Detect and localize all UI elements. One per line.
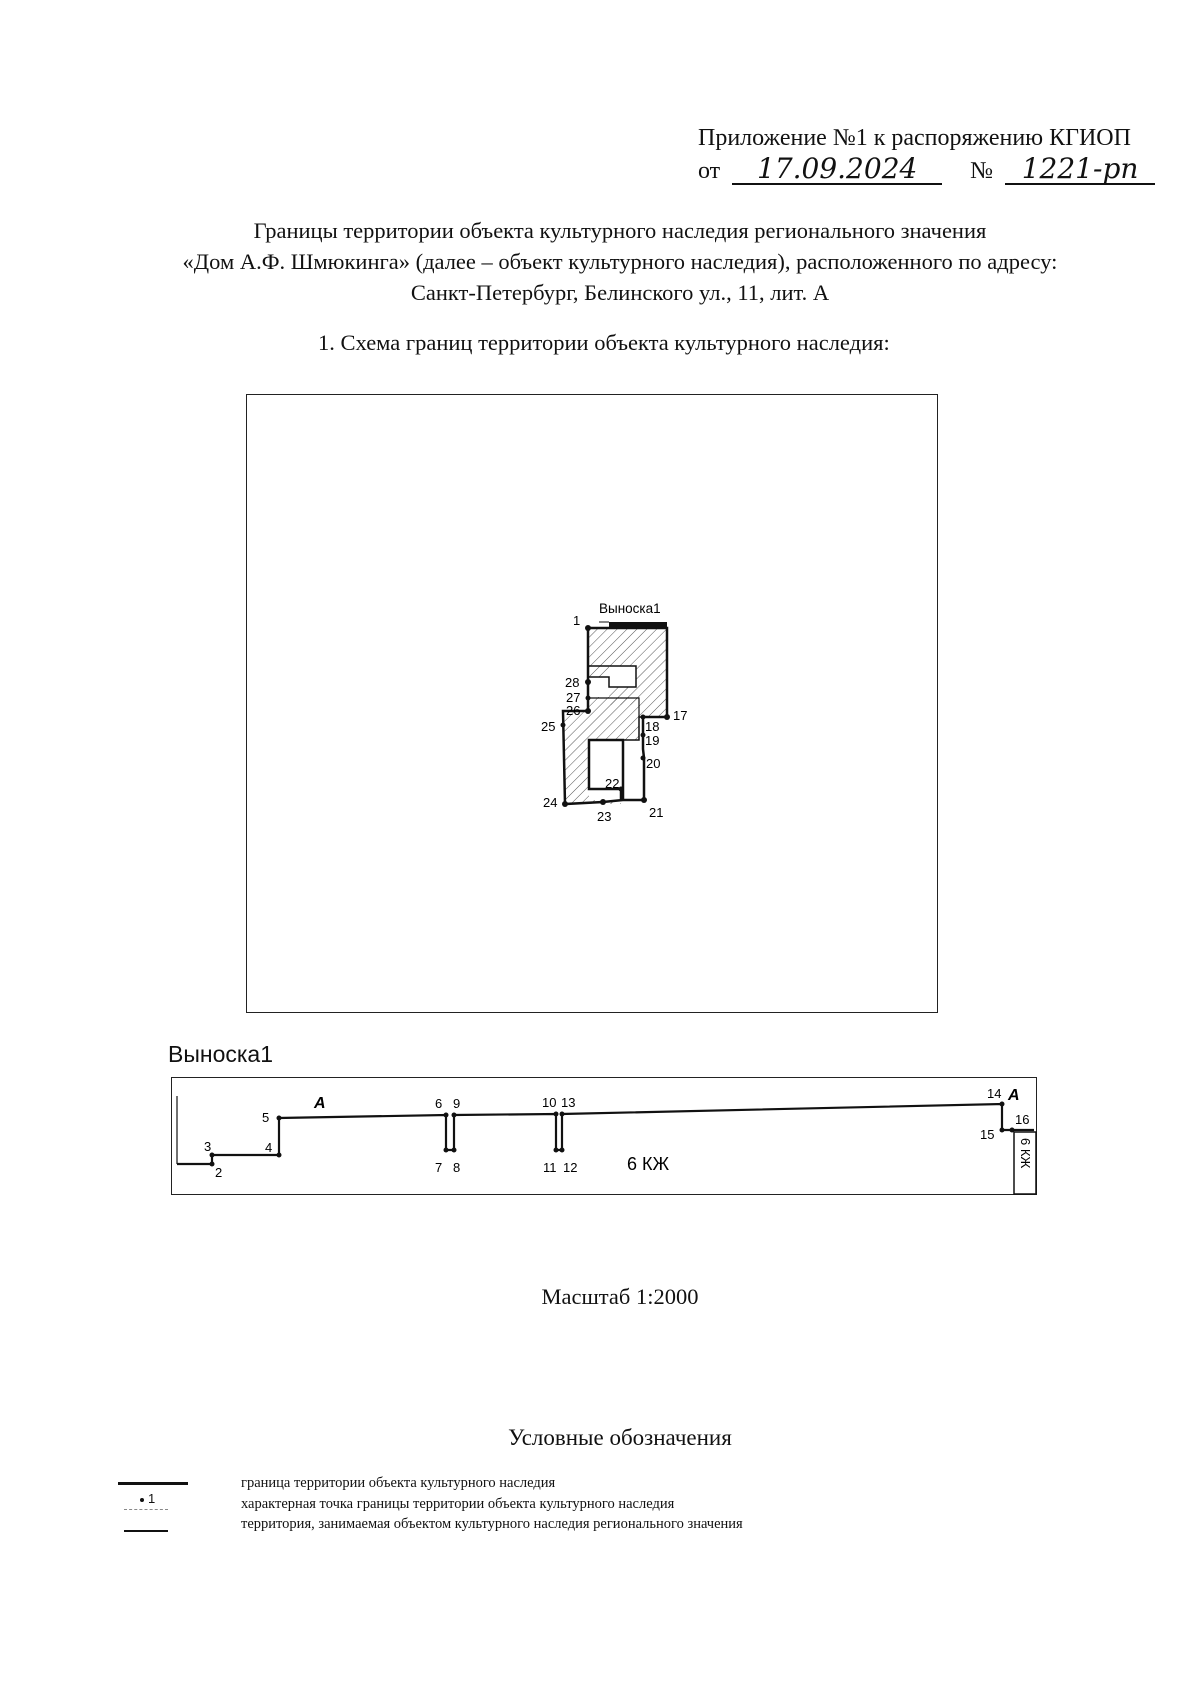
boundary-scheme-map [246,394,938,1013]
title-line-1: Границы территории объекта культурного наследия регионального значения [253,218,987,243]
legend-item-boundary: граница территории объекта культурного наследия [241,1475,556,1491]
building-label: 6 КЖ [627,1154,670,1174]
order-date-number [698,152,1155,185]
title-line-3: Санкт-Петербург, Белинского ул., 11, лит. А [410,280,830,305]
mark-a-left: А [314,1095,326,1112]
legend-line-symbol [118,1482,188,1485]
point-label-22: 22 [605,776,620,791]
callout-label-12: 12 [563,1160,578,1175]
legend-hatch-symbol [124,1530,168,1532]
scale-label: Масштаб 1:2000 [541,1284,699,1309]
scheme-map-svg [247,395,939,1014]
callout-label-10: 10 [542,1095,557,1110]
point-label-24: 24 [543,795,558,810]
section-heading: 1. Схема границ территории объекта культурного наследия: [318,330,890,355]
callout-label-14: 14 [987,1086,1002,1101]
legend-item-point: характерная точка границы территории объекта культурного наследия [241,1496,675,1512]
legend-title: Условные обозначения [508,1425,732,1450]
callout-svg [172,1078,1038,1196]
document-title [0,215,1200,308]
callout-label-15: 15 [980,1127,995,1142]
order-date: 17.09.2024 [732,155,942,185]
point-label-1: 1 [573,613,581,628]
callout-label-9: 9 [453,1096,461,1111]
point-label-21: 21 [649,805,664,820]
legend-hatch-line-top [124,1509,168,1510]
order-number: 1221-рп [1005,155,1155,185]
legend-point-symbol [140,1491,155,1506]
title-line-2: «Дом А.Ф. Шмюкинга» (далее – объект культурного наследия), расположенного по адресу: [182,249,1058,274]
point-label-28: 28 [565,675,580,690]
point-label-19: 19 [645,733,660,748]
building-label-vertical: 6 КЖ [1018,1138,1033,1169]
mark-a-right: А [1008,1087,1020,1104]
callout-label-16: 16 [1015,1112,1030,1127]
callout-title: Выноска1 [168,1041,274,1067]
callout-point-labels [204,1086,1029,1180]
point-label-27: 27 [566,690,581,705]
appendix-reference: Приложение №1 к распоряжению КГИОП [698,125,1131,151]
callout-label: Выноска1 [599,601,661,616]
point-label-18: 18 [645,719,660,734]
point-label-26: 26 [566,703,581,718]
point-label-20: 20 [646,756,661,771]
callout-label-3: 3 [204,1139,212,1154]
legend-item-hatch: территория, занимаемая объектом культурного наследия регионального значения [241,1516,743,1532]
date-prefix: от [698,158,721,184]
callout-label-6: 6 [435,1096,443,1111]
legend-point-number: 1 [148,1491,156,1506]
callout-detail [171,1077,1037,1195]
callout-label-13: 13 [561,1095,576,1110]
point-label-25: 25 [541,719,556,734]
point-label-23: 23 [597,809,612,824]
callout-label-2: 2 [215,1165,223,1180]
callout-label-5: 5 [262,1110,270,1125]
number-prefix: № [970,158,994,184]
callout-boundary [177,1104,1034,1164]
callout-label-11: 11 [543,1160,557,1175]
callout-label-7: 7 [435,1160,443,1175]
callout-label-8: 8 [453,1160,461,1175]
point-label-17: 17 [673,708,688,723]
callout-label-4: 4 [265,1140,273,1155]
